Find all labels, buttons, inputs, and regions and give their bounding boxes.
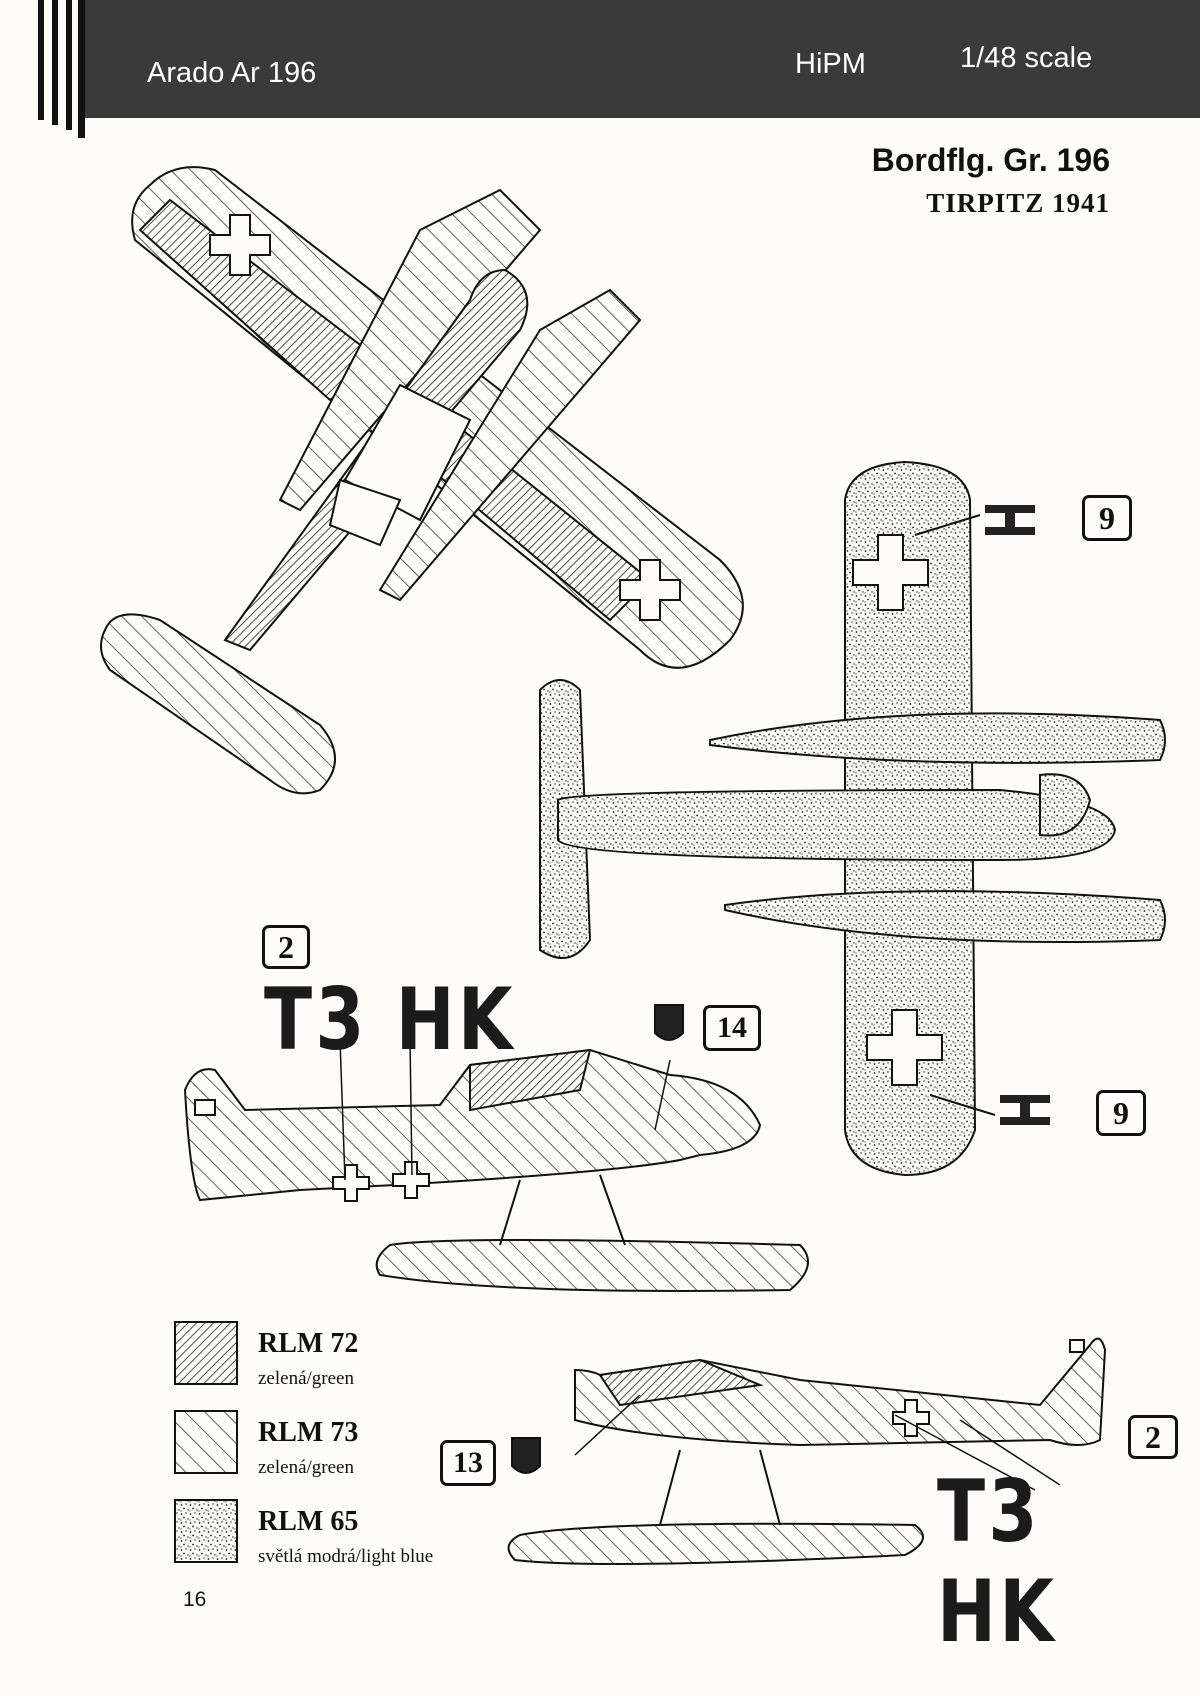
- ref-badge-2-right: 2: [1128, 1415, 1178, 1459]
- aircraft-code-right: T3 HK: [937, 1462, 1058, 1662]
- legend-name-rlm65: RLM 65: [258, 1506, 359, 1537]
- legend-desc-rlm73: zelená/green: [258, 1457, 354, 1478]
- header-brand: HiPM: [795, 48, 866, 80]
- legend-swatch-rlm73: [175, 1411, 237, 1473]
- ref-badge-13: 13: [440, 1440, 496, 1486]
- ref-badge-9-top: 9: [1082, 495, 1132, 541]
- ref-badge-14: 14: [703, 1005, 761, 1051]
- ref-badge-2-left: 2: [262, 925, 310, 969]
- legend-desc-rlm65: světlá modrá/light blue: [258, 1546, 434, 1567]
- header-title: Arado Ar 196: [147, 57, 317, 89]
- unit-ship: TIRPITZ 1941: [926, 188, 1110, 218]
- legend-swatch-rlm65: [175, 1500, 237, 1562]
- aircraft-code-left: T3 HK: [264, 970, 516, 1070]
- legend-name-rlm73: RLM 73: [258, 1417, 359, 1448]
- legend-name-rlm72: RLM 72: [258, 1328, 359, 1359]
- unit-name: Bordflg. Gr. 196: [871, 142, 1110, 178]
- ref-badge-9-bottom: 9: [1096, 1090, 1146, 1136]
- page-number: 16: [183, 1588, 207, 1611]
- legend-desc-rlm72: zelená/green: [258, 1368, 354, 1389]
- top-view-aircraft: [101, 167, 743, 793]
- header-scale: 1/48 scale: [960, 42, 1093, 74]
- legend-swatch-rlm72: [175, 1322, 237, 1384]
